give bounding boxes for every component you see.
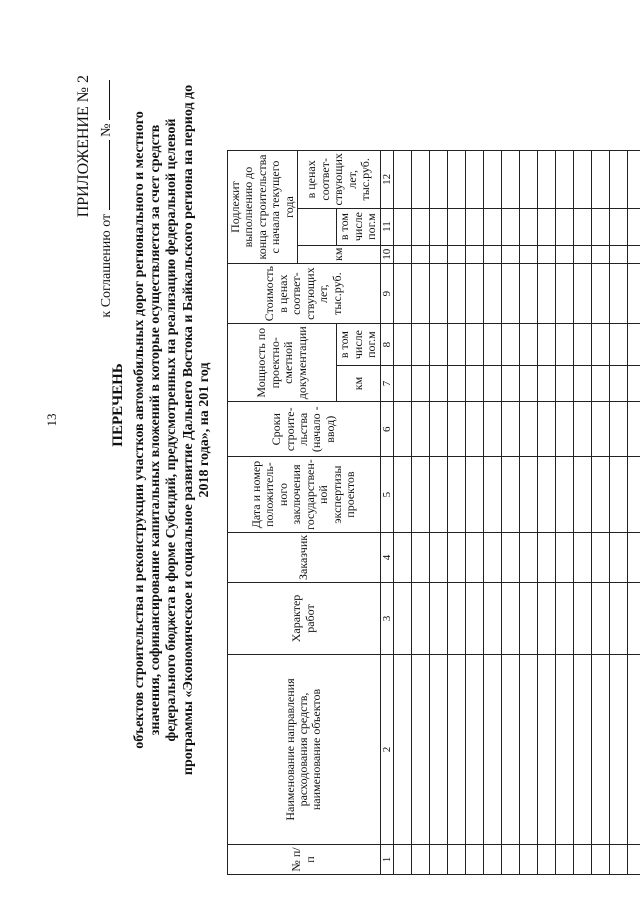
table-cell <box>519 655 537 845</box>
table-cell <box>483 324 501 366</box>
table-cell <box>537 402 555 457</box>
document-heading: ПЕРЕЧЕНЬ <box>110 363 126 447</box>
table-cell <box>591 457 609 533</box>
table-row <box>411 151 429 875</box>
table-cell <box>447 402 465 457</box>
col-header-remaining-incl: в том числе пог.м <box>337 208 380 245</box>
table-cell <box>573 532 591 582</box>
table-cell <box>411 208 429 245</box>
table-cell <box>447 457 465 533</box>
title-line: федерального бюджета в форме Субсидий, предусмотренных на реализацию федеральной целевой <box>164 118 180 742</box>
table-cell <box>411 532 429 582</box>
table-cell <box>555 208 573 245</box>
table-cell <box>411 151 429 208</box>
table-cell <box>447 532 465 582</box>
agreement-number-blank <box>97 80 110 120</box>
table-cell <box>465 845 483 875</box>
table-row <box>429 151 447 875</box>
table-cell <box>537 365 555 401</box>
table-cell <box>501 402 519 457</box>
table-cell <box>609 263 627 323</box>
col-header-customer: Заказчик <box>228 532 381 582</box>
table-cell <box>411 457 429 533</box>
table-row <box>555 151 573 875</box>
table-cell <box>465 151 483 208</box>
table-cell <box>501 583 519 655</box>
column-number-row <box>380 151 393 875</box>
col-header-name: Наименование направления расходования средств, наименование объектов <box>228 655 381 845</box>
column-number: 6 <box>380 402 393 457</box>
table-cell <box>447 263 465 323</box>
table-cell <box>501 532 519 582</box>
table-cell <box>501 263 519 323</box>
table-cell <box>501 845 519 875</box>
table-body <box>393 151 640 875</box>
table-cell <box>393 151 411 208</box>
table-cell <box>627 324 640 366</box>
table-cell <box>429 457 447 533</box>
table-cell <box>537 245 555 263</box>
table-cell <box>483 655 501 845</box>
table-cell <box>609 402 627 457</box>
table-cell <box>519 532 537 582</box>
col-header-remaining: Подлежит выполнению до конца строительства с начала текущего года <box>228 151 298 264</box>
table-cell <box>429 583 447 655</box>
table-cell <box>501 365 519 401</box>
table-cell <box>465 402 483 457</box>
table-cell <box>537 324 555 366</box>
title-line: 2018 года», на 201 год <box>196 362 212 498</box>
table-cell <box>393 583 411 655</box>
table-row <box>573 151 591 875</box>
table-cell <box>447 583 465 655</box>
table-cell <box>501 655 519 845</box>
table-cell <box>393 845 411 875</box>
table-cell <box>555 583 573 655</box>
table-cell <box>555 245 573 263</box>
table-cell <box>447 151 465 208</box>
column-number: 12 <box>380 151 393 208</box>
table-cell <box>537 845 555 875</box>
table-cell <box>591 151 609 208</box>
table-cell <box>393 402 411 457</box>
table-cell <box>555 532 573 582</box>
table-cell <box>537 583 555 655</box>
table-cell <box>573 457 591 533</box>
table-cell <box>447 365 465 401</box>
table-cell <box>393 263 411 323</box>
table-cell <box>447 245 465 263</box>
table-cell <box>627 245 640 263</box>
objects-table <box>227 150 640 875</box>
table-cell <box>519 324 537 366</box>
table-cell <box>591 263 609 323</box>
col-header-capacity-incl: в том числе пог.м <box>337 324 380 366</box>
table-cell <box>537 208 555 245</box>
col-header-remaining-km: км <box>298 245 380 263</box>
table-row <box>465 151 483 875</box>
table-cell <box>519 365 537 401</box>
table-row <box>393 151 411 875</box>
table-cell <box>591 402 609 457</box>
col-header-cost: Стоимость в ценах соответ-ствующих лет, тыс.руб. <box>228 263 381 323</box>
table-cell <box>411 402 429 457</box>
column-number: 7 <box>380 365 393 401</box>
column-number: 3 <box>380 583 393 655</box>
table-cell <box>465 365 483 401</box>
table-cell <box>501 151 519 208</box>
agreement-date-blank <box>97 140 110 210</box>
table-cell <box>501 245 519 263</box>
table-row <box>537 151 555 875</box>
col-header-remaining-price: в ценах соответ-ствующих лет, тыс.руб. <box>298 151 380 208</box>
table-cell <box>573 365 591 401</box>
table-cell <box>483 402 501 457</box>
table-cell <box>393 324 411 366</box>
table-row <box>591 151 609 875</box>
table-cell <box>591 208 609 245</box>
col-header-remaining-gap <box>298 208 337 245</box>
table-cell <box>483 532 501 582</box>
table-cell <box>429 263 447 323</box>
table-cell <box>519 845 537 875</box>
table-cell <box>483 208 501 245</box>
table-cell <box>573 208 591 245</box>
table-cell <box>573 245 591 263</box>
column-number: 10 <box>380 245 393 263</box>
table-cell <box>501 208 519 245</box>
col-header-terms: Сроки строите-льства (начало - ввод) <box>228 402 381 457</box>
table-cell <box>483 245 501 263</box>
table-cell <box>573 655 591 845</box>
table-cell <box>609 457 627 533</box>
table-cell <box>429 151 447 208</box>
table-cell <box>465 245 483 263</box>
table-cell <box>555 845 573 875</box>
table-row <box>627 151 640 875</box>
table-cell <box>429 402 447 457</box>
agreement-number-sign: № <box>99 123 114 137</box>
table-cell <box>609 151 627 208</box>
table-cell <box>429 208 447 245</box>
table-cell <box>609 655 627 845</box>
table-cell <box>393 208 411 245</box>
table-cell <box>609 245 627 263</box>
document-title <box>132 60 213 800</box>
table-cell <box>447 324 465 366</box>
table-cell <box>465 263 483 323</box>
table-cell <box>465 583 483 655</box>
table-cell <box>627 532 640 582</box>
title-line: значения, софинансирование капитальных вложений в которые осуществляется за счет средств <box>148 124 164 736</box>
col-header-work-type: Характер работ <box>228 583 381 655</box>
table-cell <box>411 324 429 366</box>
table-cell <box>627 457 640 533</box>
page-number: 13 <box>44 413 59 427</box>
table-cell <box>627 402 640 457</box>
table-cell <box>483 583 501 655</box>
table-cell <box>519 263 537 323</box>
table-cell <box>447 208 465 245</box>
table-cell <box>411 263 429 323</box>
table-cell <box>429 532 447 582</box>
table-cell <box>465 532 483 582</box>
table-cell <box>411 365 429 401</box>
table-cell <box>627 655 640 845</box>
table-cell <box>429 845 447 875</box>
table-cell <box>411 655 429 845</box>
table-cell <box>573 263 591 323</box>
table-cell <box>483 845 501 875</box>
table-cell <box>555 263 573 323</box>
table-cell <box>609 324 627 366</box>
col-header-capacity-km: км <box>337 365 380 401</box>
table-row <box>501 151 519 875</box>
table-cell <box>393 245 411 263</box>
table-cell <box>411 583 429 655</box>
table-cell <box>465 655 483 845</box>
table-cell <box>501 324 519 366</box>
table-cell <box>519 457 537 533</box>
table-cell <box>591 532 609 582</box>
table-cell <box>555 402 573 457</box>
column-number: 2 <box>380 655 393 845</box>
table-cell <box>483 457 501 533</box>
table-cell <box>483 151 501 208</box>
table-cell <box>573 845 591 875</box>
table-row <box>483 151 501 875</box>
col-header-capacity: Мощность по проектно-сметной документации <box>228 324 337 402</box>
col-header-num: № п/п <box>228 845 381 875</box>
table-cell <box>555 457 573 533</box>
table-cell <box>411 845 429 875</box>
table-row <box>609 151 627 875</box>
table-cell <box>429 365 447 401</box>
table-cell <box>483 365 501 401</box>
table-cell <box>591 655 609 845</box>
table-cell <box>429 245 447 263</box>
table-cell <box>537 151 555 208</box>
column-number: 9 <box>380 263 393 323</box>
table-cell <box>447 655 465 845</box>
table-cell <box>501 457 519 533</box>
col-header-expertise: Дата и номер положитель-ного заключения государствен-ной экспертизы проектов <box>228 457 381 533</box>
table-cell <box>393 365 411 401</box>
table-cell <box>555 655 573 845</box>
title-line: объектов строительства и реконструкции участков автомобильных дорог регионального и местного <box>132 111 147 749</box>
table-cell <box>519 208 537 245</box>
table-cell <box>465 324 483 366</box>
table-cell <box>573 583 591 655</box>
table-row <box>447 151 465 875</box>
table-cell <box>609 845 627 875</box>
table-cell <box>627 263 640 323</box>
column-number: 5 <box>380 457 393 533</box>
table-cell <box>591 845 609 875</box>
column-number: 8 <box>380 324 393 366</box>
table-cell <box>591 324 609 366</box>
table-cell <box>609 583 627 655</box>
table-cell <box>591 365 609 401</box>
table-cell <box>447 845 465 875</box>
table-cell <box>573 402 591 457</box>
table-cell <box>393 655 411 845</box>
column-number: 1 <box>380 845 393 875</box>
appendix-label: ПРИЛОЖЕНИЕ № 2 <box>75 75 92 218</box>
table-cell <box>609 532 627 582</box>
table-cell <box>591 583 609 655</box>
table-cell <box>609 365 627 401</box>
table-cell <box>537 263 555 323</box>
table-cell <box>609 208 627 245</box>
table-cell <box>393 532 411 582</box>
column-number: 11 <box>380 208 393 245</box>
table-cell <box>465 208 483 245</box>
table-cell <box>555 365 573 401</box>
table-cell <box>573 151 591 208</box>
table-cell <box>591 245 609 263</box>
table-cell <box>393 457 411 533</box>
table-cell <box>483 263 501 323</box>
table-cell <box>627 208 640 245</box>
title-line: программы «Экономическое и социальное развитие Дальнего Востока и Байкальского региона на период до <box>180 84 196 776</box>
table-cell <box>537 457 555 533</box>
table-cell <box>627 583 640 655</box>
table-row <box>519 151 537 875</box>
agreement-prefix: к Соглашению от <box>99 213 114 318</box>
table-cell <box>537 532 555 582</box>
table-cell <box>627 365 640 401</box>
table-cell <box>429 655 447 845</box>
table-cell <box>519 151 537 208</box>
table-cell <box>537 655 555 845</box>
table-cell <box>573 324 591 366</box>
table-cell <box>555 151 573 208</box>
table-cell <box>519 245 537 263</box>
table-cell <box>627 845 640 875</box>
table-cell <box>627 151 640 208</box>
table-cell <box>411 245 429 263</box>
table-cell <box>555 324 573 366</box>
table-cell <box>429 324 447 366</box>
table-cell <box>519 402 537 457</box>
table-cell <box>519 583 537 655</box>
column-number: 4 <box>380 532 393 582</box>
table-cell <box>465 457 483 533</box>
